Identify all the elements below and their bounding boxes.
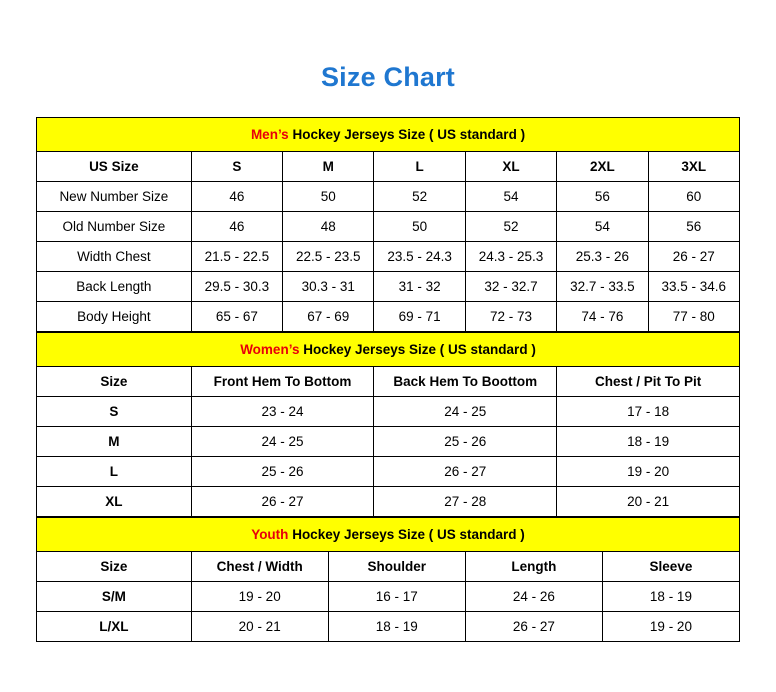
column-header: Back Hem To Boottom (374, 367, 557, 397)
column-header: 2XL (557, 152, 648, 182)
table-cell: 56 (557, 182, 648, 212)
column-header: L (374, 152, 465, 182)
table-cell: 77 - 80 (648, 302, 739, 332)
table-cell: 17 - 18 (557, 397, 740, 427)
size-chart-tables (36, 117, 740, 642)
column-header: XL (465, 152, 556, 182)
row-label: S (37, 397, 192, 427)
table-cell: 19 - 20 (191, 582, 328, 612)
table-cell: 23 - 24 (191, 397, 374, 427)
row-label: S/M (37, 582, 192, 612)
column-header: Chest / Pit To Pit (557, 367, 740, 397)
table-cell: 24 - 26 (465, 582, 602, 612)
table-row (37, 302, 740, 332)
mens-section-accent: Men’s (250, 127, 289, 142)
table-cell: 72 - 73 (465, 302, 556, 332)
table-cell: 54 (465, 182, 556, 212)
table-cell: 26 - 27 (191, 487, 374, 517)
table-cell: 24.3 - 25.3 (465, 242, 556, 272)
table-cell: 46 (191, 182, 282, 212)
youth-size-table (36, 517, 740, 642)
table-cell: 52 (465, 212, 556, 242)
table-row (37, 487, 740, 517)
column-header: Sleeve (602, 552, 739, 582)
table-cell: 20 - 21 (191, 612, 328, 642)
table-row (37, 427, 740, 457)
womens-section-rest: Hockey Jerseys Size ( US standard ) (299, 342, 536, 357)
page-title: Size Chart (320, 62, 456, 92)
section-header-row (37, 333, 740, 367)
table-cell: 30.3 - 31 (283, 272, 374, 302)
table-row (37, 272, 740, 302)
table-cell: 26 - 27 (465, 612, 602, 642)
table-row (37, 457, 740, 487)
mens-section-rest: Hockey Jerseys Size ( US standard ) (288, 127, 526, 142)
table-cell: 19 - 20 (602, 612, 739, 642)
womens-size-table (36, 332, 740, 517)
womens-section-header (37, 333, 740, 367)
row-label: Width Chest (37, 242, 192, 272)
table-cell: 21.5 - 22.5 (191, 242, 282, 272)
row-label: Body Height (37, 302, 192, 332)
column-header: Shoulder (328, 552, 465, 582)
youth-section-rest: Hockey Jerseys Size ( US standard ) (288, 527, 525, 542)
row-label: Back Length (37, 272, 192, 302)
table-cell: 24 - 25 (374, 397, 557, 427)
table-cell: 22.5 - 23.5 (283, 242, 374, 272)
table-cell: 27 - 28 (374, 487, 557, 517)
table-cell: 32.7 - 33.5 (557, 272, 648, 302)
table-row (37, 212, 740, 242)
table-cell: 32 - 32.7 (465, 272, 556, 302)
table-cell: 18 - 19 (328, 612, 465, 642)
table-cell: 50 (374, 212, 465, 242)
table-row (37, 582, 740, 612)
table-cell: 29.5 - 30.3 (191, 272, 282, 302)
table-cell: 50 (283, 182, 374, 212)
column-header: Length (465, 552, 602, 582)
table-cell: 60 (648, 182, 739, 212)
table-cell: 26 - 27 (374, 457, 557, 487)
table-cell: 19 - 20 (557, 457, 740, 487)
table-cell: 31 - 32 (374, 272, 465, 302)
table-header-row (37, 367, 740, 397)
column-header: Size (37, 367, 192, 397)
table-cell: 52 (374, 182, 465, 212)
table-cell: 24 - 25 (191, 427, 374, 457)
table-row (37, 242, 740, 272)
table-cell: 25 - 26 (191, 457, 374, 487)
mens-section-header (37, 118, 740, 152)
column-header: 3XL (648, 152, 739, 182)
table-cell: 69 - 71 (374, 302, 465, 332)
table-cell: 56 (648, 212, 739, 242)
table-cell: 26 - 27 (648, 242, 739, 272)
row-label: L/XL (37, 612, 192, 642)
column-header: M (283, 152, 374, 182)
table-cell: 74 - 76 (557, 302, 648, 332)
column-header: S (191, 152, 282, 182)
table-cell: 18 - 19 (557, 427, 740, 457)
column-header: Chest / Width (191, 552, 328, 582)
table-header-row (37, 552, 740, 582)
youth-section-header (37, 518, 740, 552)
table-cell: 20 - 21 (557, 487, 740, 517)
table-cell: 46 (191, 212, 282, 242)
youth-section-accent: Youth (251, 527, 289, 542)
row-label: XL (37, 487, 192, 517)
column-header: US Size (37, 152, 192, 182)
womens-section-accent: Women’s (240, 342, 300, 357)
section-header-row (37, 518, 740, 552)
row-label: New Number Size (37, 182, 192, 212)
table-row (37, 397, 740, 427)
row-label: L (37, 457, 192, 487)
column-header: Size (37, 552, 192, 582)
table-cell: 23.5 - 24.3 (374, 242, 465, 272)
table-header-row (37, 152, 740, 182)
table-cell: 33.5 - 34.6 (648, 272, 739, 302)
row-label: M (37, 427, 192, 457)
row-label: Old Number Size (37, 212, 192, 242)
table-cell: 16 - 17 (328, 582, 465, 612)
table-cell: 25.3 - 26 (557, 242, 648, 272)
table-cell: 18 - 19 (602, 582, 739, 612)
table-row (37, 182, 740, 212)
table-cell: 65 - 67 (191, 302, 282, 332)
mens-size-table (36, 117, 740, 332)
table-cell: 54 (557, 212, 648, 242)
section-header-row (37, 118, 740, 152)
column-header: Front Hem To Bottom (191, 367, 374, 397)
table-cell: 48 (283, 212, 374, 242)
table-row (37, 612, 740, 642)
table-cell: 25 - 26 (374, 427, 557, 457)
table-cell: 67 - 69 (283, 302, 374, 332)
